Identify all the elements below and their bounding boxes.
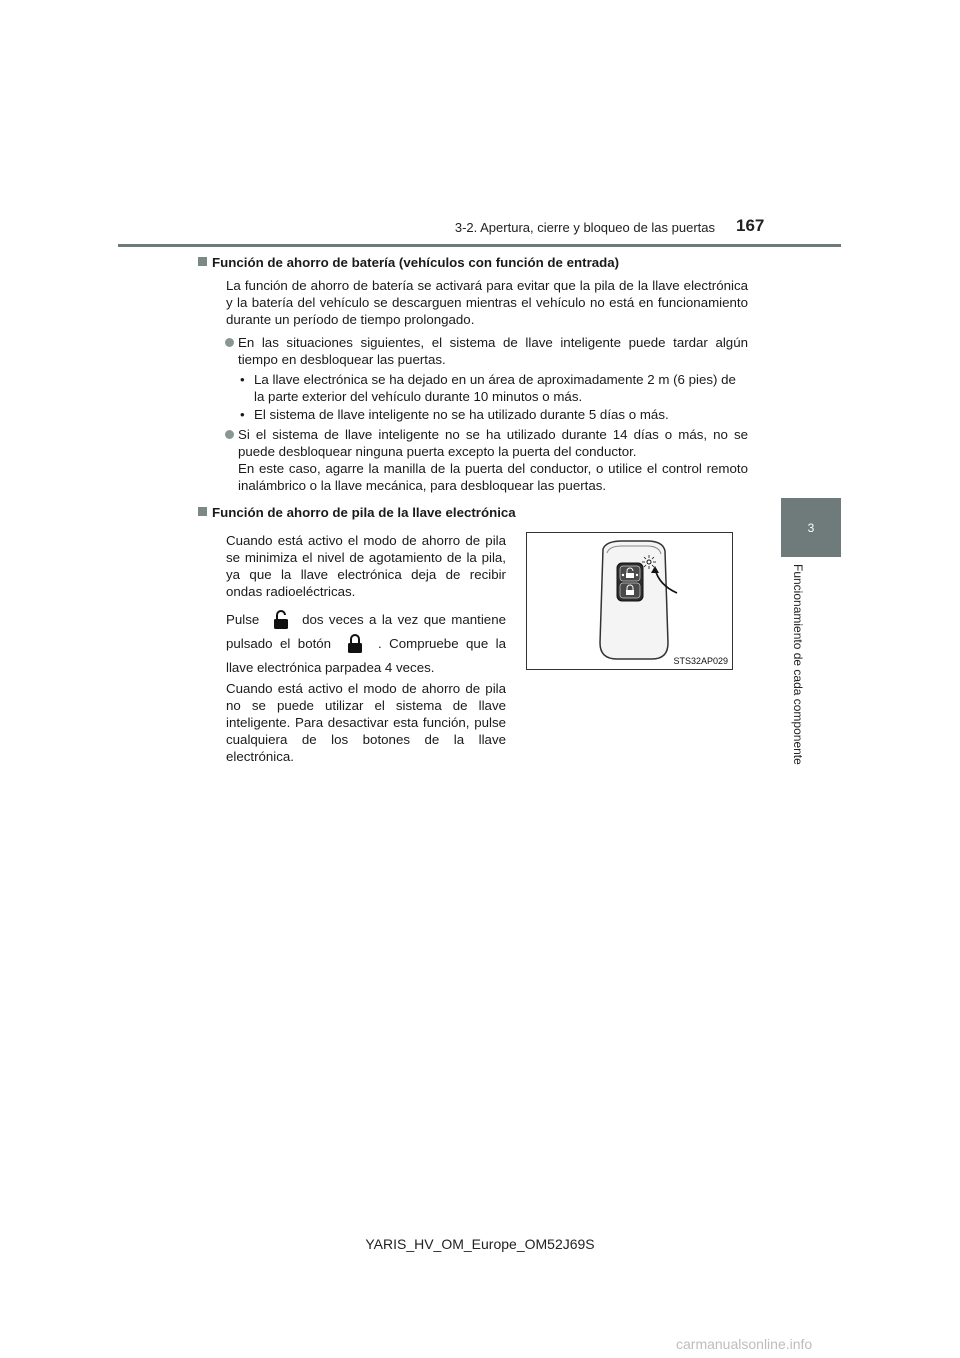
list-item-text: En este caso, agarre la manilla de la puerta del conductor, o utilice el control remoto inalámbrico o la llave mecánica, para desbloquear las puertas. (238, 461, 748, 493)
section-heading (198, 504, 748, 521)
paragraph: Cuando está activo el modo de ahorro de pila se minimiza el nivel de agotamiento de la pila, ya que la llave electrónica deja de recibir ondas radioeléctricas. (226, 533, 506, 599)
electronic-key-illustration (526, 532, 733, 670)
paragraph: Cuando está activo el modo de ahorro de pila no se puede utilizar el sistema de llave inteligente. Para desactivar esta función, pulse cualquiera de los botones de la llave electrónica. (226, 681, 506, 764)
paragraph-text: Pulse (226, 612, 260, 627)
section-battery-saving (212, 254, 748, 497)
list-item (226, 426, 748, 494)
dot-bullet-icon: • (240, 407, 245, 422)
smart-key-icon (527, 533, 732, 669)
watermark: carmanualsonline.info (676, 1336, 813, 1352)
section-heading (198, 254, 748, 271)
lock-icon (347, 634, 363, 654)
paragraph (226, 608, 506, 680)
chapter-tab[interactable] (781, 498, 841, 557)
paragraph-text: dos veces a la vez que mantiene pulsado el botón (226, 612, 506, 651)
figure-code: STS32AP029 (673, 656, 728, 666)
sub-list-item-text: El sistema de llave inteligente no se ha utilizado durante 5 días o más. (254, 407, 669, 422)
dot-bullet-icon: • (240, 372, 245, 387)
header-divider (118, 244, 841, 247)
list-item-text: En las situaciones siguientes, el sistema de llave inteligente puede tardar algún tiempo en desbloquear las puertas. (238, 335, 748, 367)
page-number: 167 (736, 216, 765, 235)
paragraph-text: . Compruebe que la llave electrónica parpadea 4 veces. (226, 636, 507, 675)
sub-list-item (240, 406, 748, 423)
key-saving-text (226, 532, 506, 765)
section-intro: La función de ahorro de batería se activará para evitar que la pila de la llave electrónica y la batería del vehículo se descarguen mientras el vehículo no está en funcionamiento durante un período de tiempo prolongado. (226, 278, 748, 327)
circle-bullet-icon (225, 430, 234, 439)
circle-bullet-icon (225, 338, 234, 347)
list-item-text: Si el sistema de llave inteligente no se ha utilizado durante 14 días o más, no se puede desbloquear ninguna puerta excepto la puerta del conductor. (238, 427, 748, 459)
chapter-number: 3 (807, 520, 815, 535)
list-item (226, 334, 748, 368)
square-bullet-icon (198, 507, 207, 516)
document-id: YARIS_HV_OM_Europe_OM52J69S (365, 1236, 595, 1252)
square-bullet-icon (198, 257, 207, 266)
chapter-title: Funcionamiento de cada componente (791, 564, 805, 765)
sub-list-item (240, 371, 748, 405)
unlock-icon (273, 610, 289, 630)
section-heading-text: Función de ahorro de pila de la llave electrónica (212, 505, 516, 520)
section-heading-text: Función de ahorro de batería (vehículos con función de entrada) (212, 255, 620, 270)
section-key-battery-saving (212, 504, 748, 527)
sub-list-item-text: La llave electrónica se ha dejado en un área de aproximadamente 2 m (6 pies) de la parte exterior del vehículo durante 10 minutos o más. (254, 372, 736, 404)
running-header-section: 3-2. Apertura, cierre y bloqueo de las puertas (454, 220, 715, 235)
